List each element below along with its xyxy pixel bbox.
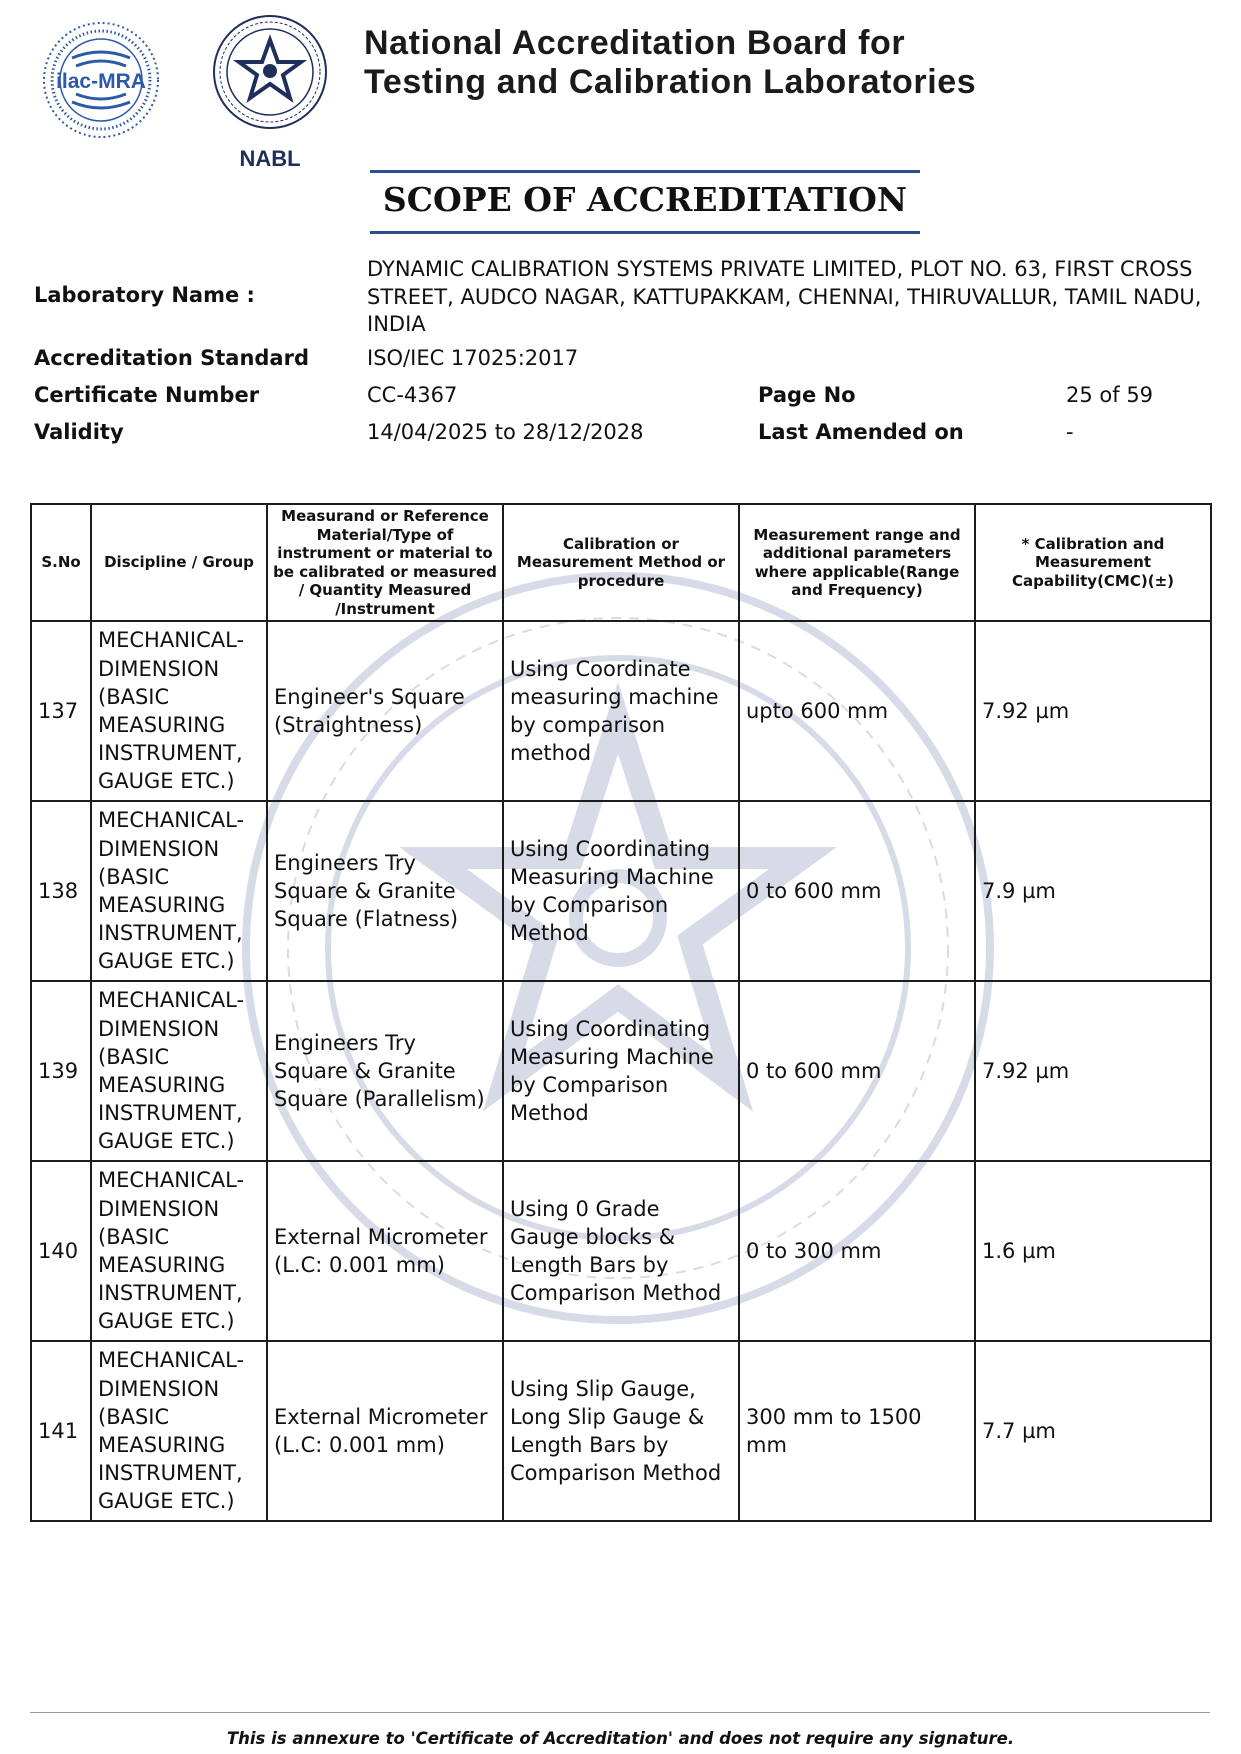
cell-sno: 141	[31, 1341, 91, 1521]
page-no-value: 25 of 59	[1066, 383, 1154, 407]
header-method: Calibration or Measurement Method or procedure	[503, 504, 739, 621]
header-measurand: Measurand or Reference Material/Type of instrument or material to be calibrated or measured / Quantity Measured /Instrument	[267, 504, 503, 621]
table-row	[31, 801, 1211, 981]
cell-measurand: Engineer's Square (Straightness)	[267, 621, 503, 801]
page-no-label: Page No	[758, 383, 856, 407]
nabl-logo-text: NABL	[239, 146, 301, 171]
org-line-2: Testing and Calibration Laboratories	[364, 63, 977, 101]
ilac-mra-logo	[42, 14, 160, 150]
cell-cmc: 1.6 µm	[975, 1161, 1211, 1341]
scope-table	[30, 503, 1212, 1522]
cell-cmc: 7.7 µm	[975, 1341, 1211, 1521]
table-row	[31, 981, 1211, 1161]
table-row	[31, 1161, 1211, 1341]
cell-discipline: MECHANICAL- DIMENSION (BASIC MEASURING INSTRUMENT, GAUGE ETC.)	[91, 621, 267, 801]
validity-label: Validity	[34, 420, 124, 444]
cell-sno: 139	[31, 981, 91, 1161]
header-cmc: * Calibration and Measurement Capability(CMC)(±)	[975, 504, 1211, 621]
cell-discipline: MECHANICAL- DIMENSION (BASIC MEASURING INSTRUMENT, GAUGE ETC.)	[91, 1161, 267, 1341]
certificate-number-value: CC-4367	[367, 383, 458, 407]
certificate-number-label: Certificate Number	[34, 383, 260, 407]
lab-name-label: Laboratory Name :	[34, 283, 255, 307]
table-row	[31, 1341, 1211, 1521]
cell-method: Using 0 Grade Gauge blocks & Length Bars by Comparison Method	[503, 1161, 739, 1341]
page-title: SCOPE OF ACCREDITATION	[370, 170, 920, 234]
footer-note: This is annexure to 'Certificate of Accreditation' and does not require any signature.	[226, 1729, 1015, 1748]
cell-sno: 137	[31, 621, 91, 801]
footer-divider	[30, 1712, 1210, 1713]
cell-discipline: MECHANICAL- DIMENSION (BASIC MEASURING INSTRUMENT, GAUGE ETC.)	[91, 801, 267, 981]
cell-method: Using Slip Gauge, Long Slip Gauge & Length Bars by Comparison Method	[503, 1341, 739, 1521]
table-header-row	[31, 504, 1211, 621]
cell-method: Using Coordinating Measuring Machine by Comparison Method	[503, 801, 739, 981]
header-discipline: Discipline / Group	[91, 504, 267, 621]
last-amended-value: -	[1066, 420, 1074, 444]
cell-cmc: 7.9 µm	[975, 801, 1211, 981]
cell-sno: 140	[31, 1161, 91, 1341]
cell-range: 0 to 600 mm	[739, 981, 975, 1161]
lab-name-value: DYNAMIC CALIBRATION SYSTEMS PRIVATE LIMITED, PLOT NO. 63, FIRST CROSS STREET, AUDCO NAGAR, KATTUPAKKAM, CHENNAI, THIRUVALLUR, TAMIL NADU, INDIA	[367, 257, 1202, 336]
cell-sno: 138	[31, 801, 91, 981]
header-range: Measurement range and additional parameters where applicable(Range and Frequency)	[739, 504, 975, 621]
cell-measurand: Engineers Try Square & Granite Square (Flatness)	[267, 801, 503, 981]
cell-range: 0 to 300 mm	[739, 1161, 975, 1341]
cell-range: upto 600 mm	[739, 621, 975, 801]
cell-measurand: External Micrometer (L.C: 0.001 mm)	[267, 1161, 503, 1341]
accreditation-standard-value: ISO/IEC 17025:2017	[367, 346, 579, 370]
last-amended-label: Last Amended on	[758, 420, 964, 444]
accreditation-standard-label: Accreditation Standard	[34, 346, 309, 370]
cell-measurand: Engineers Try Square & Granite Square (Parallelism)	[267, 981, 503, 1161]
cell-method: Using Coordinate measuring machine by comparison method	[503, 621, 739, 801]
ilac-logo-text: ilac-MRA	[56, 70, 146, 93]
organization-name	[364, 24, 976, 102]
table-row	[31, 621, 1211, 801]
cell-discipline: MECHANICAL- DIMENSION (BASIC MEASURING INSTRUMENT, GAUGE ETC.)	[91, 981, 267, 1161]
cell-method: Using Coordinating Measuring Machine by Comparison Method	[503, 981, 739, 1161]
cell-measurand: External Micrometer (L.C: 0.001 mm)	[267, 1341, 503, 1521]
cell-discipline: MECHANICAL- DIMENSION (BASIC MEASURING INSTRUMENT, GAUGE ETC.)	[91, 1341, 267, 1521]
cell-range: 0 to 600 mm	[739, 801, 975, 981]
org-line-1: National Accreditation Board for	[364, 24, 906, 62]
header-sno: S.No	[31, 504, 91, 621]
nabl-logo	[208, 12, 332, 174]
validity-value: 14/04/2025 to 28/12/2028	[367, 420, 644, 444]
cell-cmc: 7.92 µm	[975, 621, 1211, 801]
cell-range: 300 mm to 1500 mm	[739, 1341, 975, 1521]
cell-cmc: 7.92 µm	[975, 981, 1211, 1161]
